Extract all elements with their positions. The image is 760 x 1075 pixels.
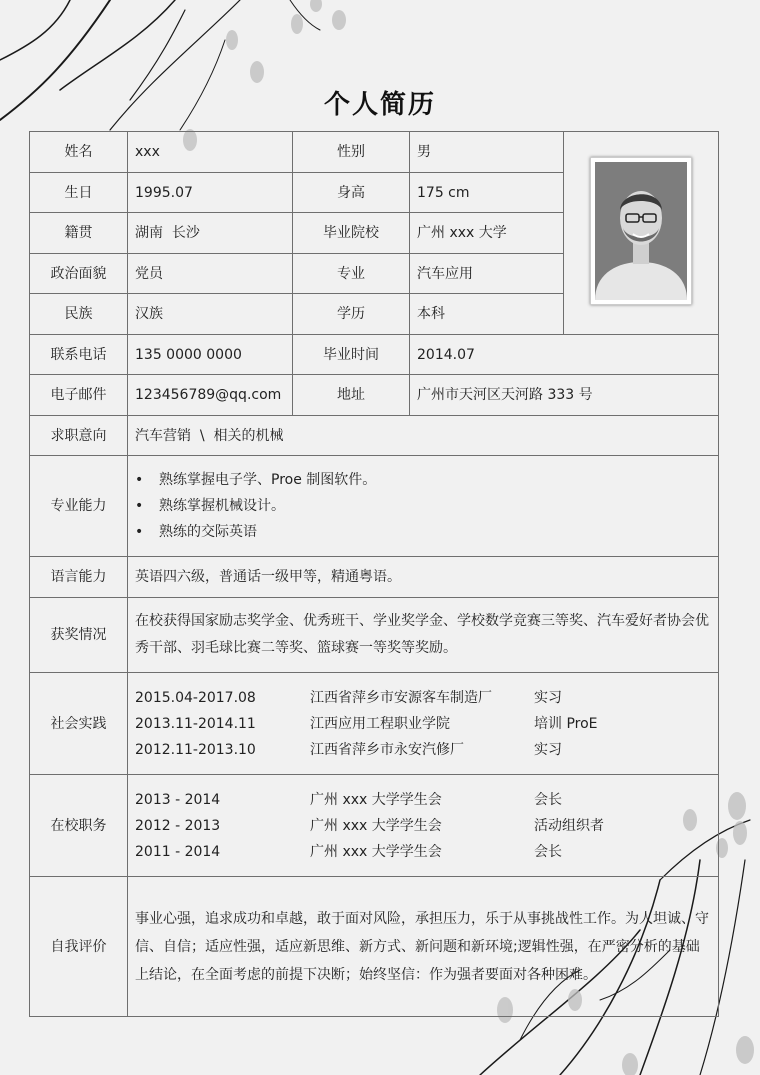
skill-text: 熟练掌握机械设计。 [159, 498, 285, 514]
table-row [30, 775, 719, 877]
position-role: 活动组织者 [534, 817, 604, 834]
bullet-icon: • [135, 524, 144, 540]
practice-role: 实习 [534, 689, 562, 706]
photo-cell [564, 132, 719, 335]
position-org: 广州 xxx 大学学生会 [310, 843, 442, 860]
degree-value: 本科 [410, 294, 564, 335]
list-item [135, 467, 711, 493]
intent-label: 求职意向 [30, 416, 128, 456]
phone-label: 联系电话 [30, 335, 128, 375]
list-item [135, 787, 711, 813]
ethnic-value: 汉族 [128, 294, 293, 335]
practice-role: 培训 ProE [534, 715, 598, 732]
awards-label: 获奖情况 [30, 598, 128, 673]
origin-label: 籍贯 [30, 213, 128, 254]
table-row [30, 598, 719, 673]
position-period: 2011 - 2014 [135, 843, 221, 860]
position-role: 会长 [534, 791, 562, 808]
position-period: 2012 - 2013 [135, 817, 221, 834]
practice-org: 江西省萍乡市永安汽修厂 [310, 741, 464, 758]
position-period: 2013 - 2014 [135, 791, 221, 808]
page-title: 个人简历 [323, 90, 436, 120]
grad-value: 2014.07 [410, 335, 719, 375]
practice-org: 江西应用工程职业学院 [310, 715, 450, 732]
self-eval-label: 自我评价 [30, 877, 128, 1017]
major-value: 汽车应用 [410, 254, 564, 294]
table-row [30, 416, 719, 456]
practice-role: 实习 [534, 741, 562, 758]
email-value: 123456789@qq.com [128, 375, 293, 416]
gender-value: 男 [410, 132, 564, 173]
list-item [135, 685, 711, 711]
list-item [135, 519, 711, 545]
skill-text: 熟练掌握电子学、Proe 制图软件。 [159, 472, 377, 488]
position-org: 广州 xxx 大学学生会 [310, 817, 442, 834]
politics-value: 党员 [128, 254, 293, 294]
practice-period: 2013.11-2014.11 [135, 715, 256, 732]
table-row [30, 673, 719, 775]
degree-label: 学历 [293, 294, 410, 335]
language-value: 英语四六级，普通话一级甲等，精通粤语。 [128, 557, 719, 598]
list-item [135, 711, 711, 737]
birth-label: 生日 [30, 173, 128, 213]
table-row [30, 375, 719, 416]
profile-photo [590, 157, 692, 305]
position-role: 会长 [534, 843, 562, 860]
table-row [30, 456, 719, 557]
practice-cell [128, 673, 719, 775]
list-item [135, 737, 711, 763]
position-org: 广州 xxx 大学学生会 [310, 791, 442, 808]
bullet-icon: • [135, 472, 144, 488]
politics-label: 政治面貌 [30, 254, 128, 294]
ethnic-label: 民族 [30, 294, 128, 335]
school-value: 广州 xxx 大学 [410, 213, 564, 254]
name-value: xxx [128, 132, 293, 173]
positions-label: 在校职务 [30, 775, 128, 877]
list-item [135, 813, 711, 839]
major-label: 专业 [293, 254, 410, 294]
skills-list [135, 467, 711, 545]
address-label: 地址 [293, 375, 410, 416]
email-label: 电子邮件 [30, 375, 128, 416]
list-item [135, 493, 711, 519]
practice-period: 2012.11-2013.10 [135, 741, 256, 758]
practice-org: 江西省萍乡市安源客车制造厂 [310, 689, 492, 706]
name-label: 姓名 [30, 132, 128, 173]
skills-label: 专业能力 [30, 456, 128, 557]
avatar [595, 162, 687, 300]
origin-value: 湖南 长沙 [128, 213, 293, 254]
awards-value: 在校获得国家励志奖学金、优秀班干、学业奖学金、学校数学竞赛三等奖、汽车爱好者协会优秀干部、羽毛球比赛二等奖、篮球赛一等奖等奖励。 [128, 598, 719, 673]
school-label: 毕业院校 [293, 213, 410, 254]
address-value: 广州市天河区天河路 333 号 [410, 375, 719, 416]
table-row [30, 132, 719, 173]
table-row [30, 335, 719, 375]
skills-cell [128, 456, 719, 557]
height-value: 175 cm [410, 173, 564, 213]
language-label: 语言能力 [30, 557, 128, 598]
resume-table [29, 131, 719, 1017]
height-label: 身高 [293, 173, 410, 213]
table-row [30, 877, 719, 1017]
gender-label: 性别 [293, 132, 410, 173]
practice-period: 2015.04-2017.08 [135, 689, 256, 706]
phone-value: 135 0000 0000 [128, 335, 293, 375]
practice-label: 社会实践 [30, 673, 128, 775]
self-eval-value: 事业心强，追求成功和卓越，敢于面对风险，承担压力，乐于从事挑战性工作。为人坦诚、守信、自信；适应性强，适应新思维、新方式、新问题和新环境;逻辑性强，在严密分析的基础上结论，在全面考虑的前提下决断；始终坚信：作为强者要面对各种困难。 [128, 877, 719, 1017]
intent-value: 汽车营销 \ 相关的机械 [128, 416, 719, 456]
skill-text: 熟练的交际英语 [159, 524, 257, 540]
grad-label: 毕业时间 [293, 335, 410, 375]
bullet-icon: • [135, 498, 144, 514]
table-row [30, 557, 719, 598]
list-item [135, 839, 711, 865]
birth-value: 1995.07 [128, 173, 293, 213]
positions-cell [128, 775, 719, 877]
